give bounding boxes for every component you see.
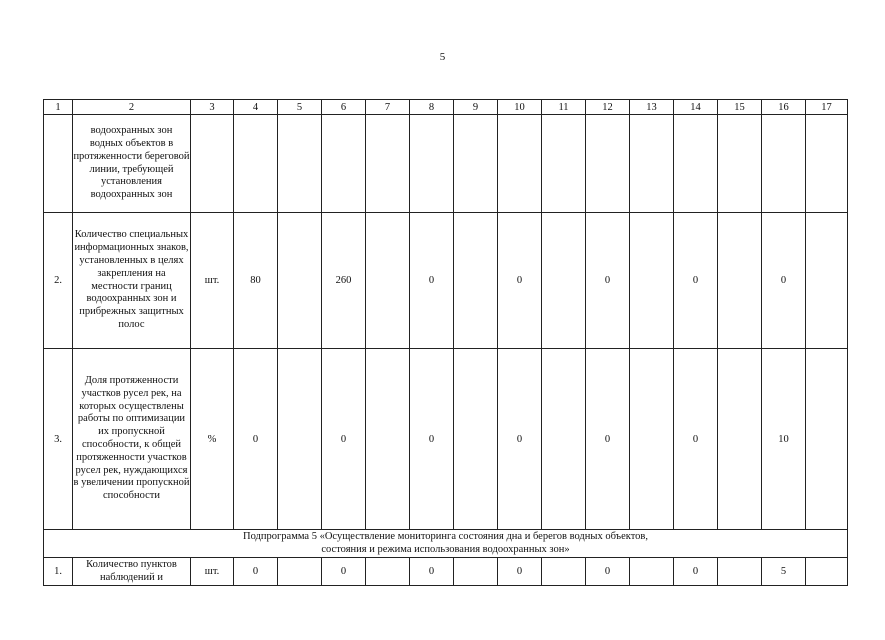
- value-cell: 0: [586, 349, 630, 530]
- value-cell: [674, 115, 718, 213]
- header-cell: 4: [234, 100, 278, 115]
- value-cell: [630, 115, 674, 213]
- header-cell: 8: [410, 100, 454, 115]
- value-cell: 0: [674, 558, 718, 586]
- value-cell: [278, 558, 322, 586]
- row-number-cell: 3.: [44, 349, 73, 530]
- value-cell: [234, 115, 278, 213]
- value-cell: 0: [498, 349, 542, 530]
- value-cell: [366, 115, 410, 213]
- value-cell: 0: [498, 558, 542, 586]
- table-row: [44, 213, 848, 349]
- value-cell: [542, 349, 586, 530]
- value-cell: [498, 115, 542, 213]
- header-cell: 12: [586, 100, 630, 115]
- indicator-name-cell: Доля протяженности участков русел рек, на которых осуществлены работы по оптимизации их пропускной способности, к общей протяженности участков русел рек, нуждающихся в увеличении пропускной способности: [73, 349, 191, 530]
- value-cell: [630, 213, 674, 349]
- value-cell: 5: [762, 558, 806, 586]
- header-cell: 7: [366, 100, 410, 115]
- subprogram-row: [44, 530, 848, 558]
- unit-cell: %: [191, 349, 234, 530]
- header-cell: 6: [322, 100, 366, 115]
- value-cell: 0: [234, 558, 278, 586]
- table-row: [44, 349, 848, 530]
- value-cell: [806, 558, 848, 586]
- indicator-name-cell: водоохранных зон водных объектов в протяженности береговой линии, требующей установления водоохранных зон: [73, 115, 191, 213]
- unit-cell: [191, 115, 234, 213]
- value-cell: [806, 115, 848, 213]
- header-cell: 3: [191, 100, 234, 115]
- value-cell: [718, 349, 762, 530]
- value-cell: 0: [674, 213, 718, 349]
- value-cell: [410, 115, 454, 213]
- value-cell: [762, 115, 806, 213]
- header-cell: 2: [73, 100, 191, 115]
- header-cell: 15: [718, 100, 762, 115]
- value-cell: [542, 558, 586, 586]
- value-cell: [366, 349, 410, 530]
- value-cell: [806, 213, 848, 349]
- unit-cell: шт.: [191, 558, 234, 586]
- value-cell: 0: [674, 349, 718, 530]
- value-cell: [718, 115, 762, 213]
- value-cell: [278, 213, 322, 349]
- value-cell: 0: [410, 558, 454, 586]
- header-cell: 17: [806, 100, 848, 115]
- value-cell: 0: [586, 213, 630, 349]
- value-cell: [454, 213, 498, 349]
- row-number-cell: 2.: [44, 213, 73, 349]
- value-cell: 80: [234, 213, 278, 349]
- unit-cell: шт.: [191, 213, 234, 349]
- indicator-name-cell: Количество пунктов наблюдений и: [73, 558, 191, 586]
- header-row: [44, 100, 848, 115]
- value-cell: 0: [762, 213, 806, 349]
- header-cell: 14: [674, 100, 718, 115]
- value-cell: [542, 115, 586, 213]
- value-cell: [718, 213, 762, 349]
- value-cell: 0: [586, 558, 630, 586]
- subprogram-title-line2: состояния и режима использования водоохранных зон»: [321, 543, 570, 555]
- value-cell: [278, 349, 322, 530]
- row-number-cell: 1.: [44, 558, 73, 586]
- header-cell: 5: [278, 100, 322, 115]
- value-cell: [278, 115, 322, 213]
- row-number-cell: [44, 115, 73, 213]
- value-cell: 0: [498, 213, 542, 349]
- value-cell: 260: [322, 213, 366, 349]
- table-row: [44, 115, 848, 213]
- value-cell: 10: [762, 349, 806, 530]
- value-cell: [366, 213, 410, 349]
- value-cell: 0: [322, 558, 366, 586]
- value-cell: [366, 558, 410, 586]
- value-cell: [806, 349, 848, 530]
- value-cell: [454, 349, 498, 530]
- page-number: 5: [439, 51, 446, 63]
- indicator-name-cell: Количество специальных информационных знаков, установленных в целях закрепления на местности границ водоохранных зон и прибрежных защитных полос: [73, 213, 191, 349]
- header-cell: 16: [762, 100, 806, 115]
- header-cell: 1: [44, 100, 73, 115]
- value-cell: [630, 558, 674, 586]
- value-cell: [322, 115, 366, 213]
- value-cell: 0: [322, 349, 366, 530]
- value-cell: [630, 349, 674, 530]
- value-cell: [586, 115, 630, 213]
- value-cell: 0: [234, 349, 278, 530]
- header-cell: 10: [498, 100, 542, 115]
- table-row: [44, 558, 848, 586]
- subprogram-title-line1: Подпрограмма 5 «Осуществление мониторинга состояния дна и берегов водных объектов,: [243, 530, 648, 542]
- value-cell: [454, 558, 498, 586]
- indicators-table: [43, 99, 848, 586]
- value-cell: [454, 115, 498, 213]
- value-cell: 0: [410, 349, 454, 530]
- value-cell: [718, 558, 762, 586]
- header-cell: 11: [542, 100, 586, 115]
- value-cell: 0: [410, 213, 454, 349]
- value-cell: [542, 213, 586, 349]
- header-cell: 13: [630, 100, 674, 115]
- subprogram-title: [44, 530, 848, 558]
- header-cell: 9: [454, 100, 498, 115]
